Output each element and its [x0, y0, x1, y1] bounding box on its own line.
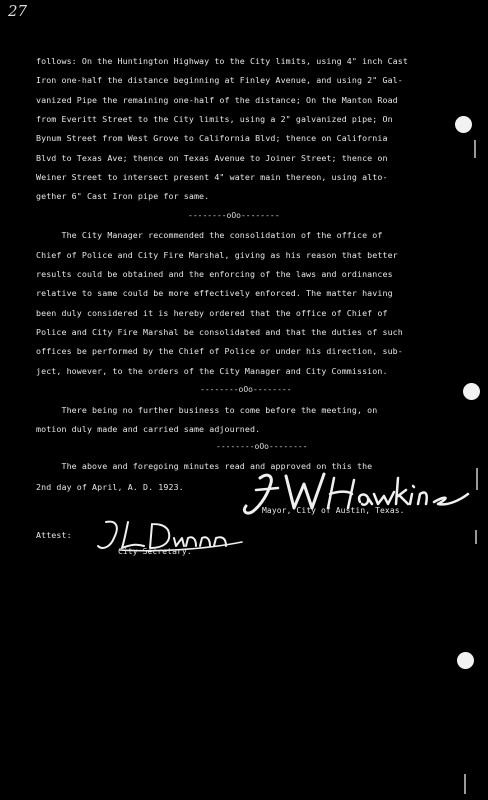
paragraph-2-line: results could be obtained and the enforcing of the laws and ordinances: [36, 269, 393, 279]
margin-mark: [476, 468, 478, 490]
paragraph-1-line: Blvd to Texas Ave; thence on Texas Avenue to Joiner Street; thence on: [36, 153, 388, 163]
margin-mark: [474, 140, 476, 158]
paragraph-1-line: from Everitt Street to the City limits, using a 2" galvanized pipe; On: [36, 114, 393, 124]
margin-mark: [464, 774, 466, 794]
paragraph-4-line: The above and foregoing minutes read and approved on this the: [36, 461, 373, 471]
section-separator: --------oOo--------: [188, 211, 280, 220]
mayor-title: Mayor, City of Austin, Texas.: [262, 506, 405, 515]
paragraph-1-line: Weiner Street to intersect present 4" water main thereon, using alto-: [36, 172, 388, 182]
paragraph-4-line: 2nd day of April, A. D. 1923.: [36, 482, 184, 492]
paragraph-3-line: There being no further business to come before the meeting, on: [36, 405, 378, 415]
paragraph-1-line: vanized Pipe the remaining one-half of the distance; On the Manton Road: [36, 95, 398, 105]
punch-hole: [457, 652, 474, 669]
section-separator: --------oOo--------: [216, 442, 308, 451]
paragraph-2-line: Chief of Police and City Fire Marshal, giving as his reason that better: [36, 250, 398, 260]
paragraph-2-line: been duly considered it is hereby ordered that the office of Chief of: [36, 308, 388, 318]
paragraph-3-line: motion duly made and carried same adjourned.: [36, 424, 261, 434]
paragraph-1-line: gether 6" Cast Iron pipe for same.: [36, 191, 210, 201]
punch-hole: [463, 383, 480, 400]
paragraph-1-line: Bynum Street from West Grove to California Blvd; thence on California: [36, 133, 388, 143]
margin-mark: [475, 530, 477, 544]
paragraph-1-line: follows: On the Huntington Highway to the City limits, using 4" inch Cast: [36, 56, 408, 66]
attest-label: Attest:: [36, 530, 72, 540]
paragraph-2-line: relative to same could be more effectively enforced. The matter having: [36, 288, 393, 298]
paragraph-1-line: Iron one-half the distance beginning at Finley Avenue, and using 2" Gal-: [36, 75, 403, 85]
paragraph-2-line: ject, however, to the orders of the City Manager and City Commission.: [36, 366, 388, 376]
punch-hole: [455, 116, 472, 133]
secretary-title: City Secretary.: [118, 547, 192, 556]
section-separator: --------oOo--------: [200, 385, 292, 394]
paragraph-2-line: The City Manager recommended the consolidation of the office of: [36, 230, 383, 240]
page-number-mark: 27: [8, 2, 28, 20]
paragraph-2-line: Police and City Fire Marshal be consolidated and that the duties of such: [36, 327, 403, 337]
paragraph-2-line: offices be performed by the Chief of Police or under his direction, sub-: [36, 346, 403, 356]
